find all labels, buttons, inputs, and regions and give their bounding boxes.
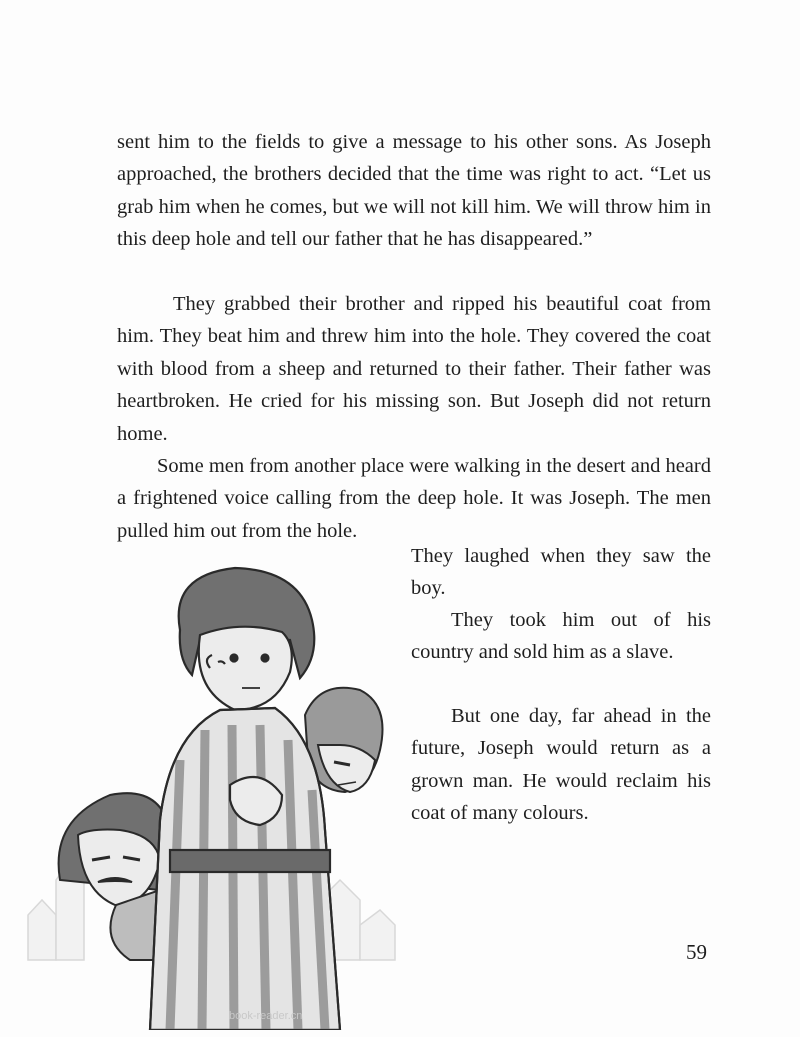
paragraph-2-text: They grabbed their brother and ripped his beautiful coat from him. They beat him and threw him into the hole. They covered the coat with blood from a sheep and returned to their father. Their father was heartbroken. He cried for his missing son. But Joseph did not return home. xyxy=(117,293,711,445)
paragraph-5 xyxy=(411,604,711,669)
paragraph-2 xyxy=(117,288,711,450)
paragraph-4 xyxy=(411,540,711,605)
paragraph-3 xyxy=(117,450,711,547)
joseph-and-brothers-illustration xyxy=(20,560,420,1030)
watermark: book-reader.cn xyxy=(229,1010,303,1022)
paragraph-5-text: They took him out of his country and sold him as a slave. xyxy=(411,609,711,664)
paragraph-1 xyxy=(117,126,711,256)
page-number: 59 xyxy=(686,940,707,964)
paragraph-3-text: Some men from another place were walking in the desert and heard a frightened voice calling from the deep hole. It was Joseph. The men pulled him out from the hole. xyxy=(117,455,711,542)
paragraph-1-text: sent him to the fields to give a message to his other sons. As Joseph approached, the brothers decided that the time was right to act. “Let us grab him when he comes, but we will not kill him. We will throw him in this deep hole and tell our father that he has disappeared.” xyxy=(117,131,711,251)
paragraph-6-text: But one day, far ahead in the future, Joseph would return as a grown man. He would reclaim his coat of many colours. xyxy=(411,705,711,825)
paragraph-6 xyxy=(411,700,711,830)
paragraph-4-text: They laughed when they saw the boy. xyxy=(411,545,711,600)
joseph-figure xyxy=(150,568,340,1030)
